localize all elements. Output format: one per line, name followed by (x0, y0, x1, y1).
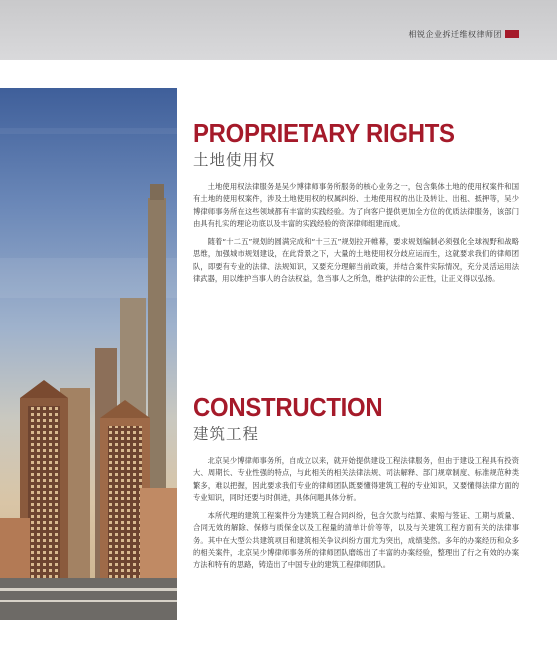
section-title-cn: 土地使用权 (193, 151, 276, 169)
section-title-cn: 建筑工程 (193, 425, 260, 443)
section-construction (193, 393, 519, 572)
header-title: 相锐企业拆迁维权律师团 (408, 30, 502, 39)
section-title-en: PROPRIETARY RIGHTS (193, 118, 455, 148)
cityscape-illustration (0, 88, 177, 620)
header-accent-mark (505, 30, 519, 38)
section-title-en: CONSTRUCTION (193, 392, 383, 422)
section-paragraph: 土地使用权法律服务是吴少博律师事务所服务的核心业务之一，包含集体土地的使用权案件和国有土地的使用权案件，涉及土地使用权的权属纠纷、土地使用权的出让及转让、出租、抵押等，吴少博律师事务所在这些领域都有丰富的实践经验。为了向客户提供更加全方位的优质法律服务，该部门由具有扎实的理论功底以及丰富的实践经验的资深律师组建而成。 (193, 182, 519, 228)
section-paragraph: 北京吴少博律师事务所，自成立以来，就开始提供建设工程法律服务，但由于建设工程具有投资大、周期长、专业性强的特点，与此相关的相关法律法规、司法解释、部门规章制度、标准规范种类繁多，难以把握，因此要求我们专业的律师团队既要懂得建筑工程的专业知识，又要懂得法律方面的专业知识，同时还要与时俱进，具体问题具体分析。 (193, 456, 519, 502)
cityscape-photo (0, 88, 177, 620)
section-paragraph: 本所代理的建筑工程案件分为建筑工程合同纠纷，包含欠款与结算、索赔与签证、工期与质量、合同无效的解除、保修与质保金以及工程量的清单计价等等，以及与关建筑工程方面有关的法律事务。其中在大型公共建筑项目和建筑相关争议纠纷方面尤为突出，成绩斐然。多年的办案经历和众多的相关案件，北京吴少博律师事务所的律师团队磨练出了丰富的办案经验，整理出了行之有效的办案方法和特有的思路，铸造出了中国专业的建筑工程律师团队。 (193, 511, 519, 570)
section-paragraph: 随着“十二五”规划的圆满完成和“十三五”规划拉开帷幕，要求规划编制必须强化全球视野和战略思维，加强城市规划建设，在此背景之下，大量的土地使用权分歧应运而生，这就要求我们的律师团队，即要有专业的法律、法规知识，又要充分理解当前政策，并结合案件实际情况，充分灵活运用法律武器，用以维护当事人的合法权益，急当事人之所急，维护法律的公正性，让正义得以弘扬。 (193, 237, 519, 284)
section-proprietary-rights (193, 119, 519, 285)
